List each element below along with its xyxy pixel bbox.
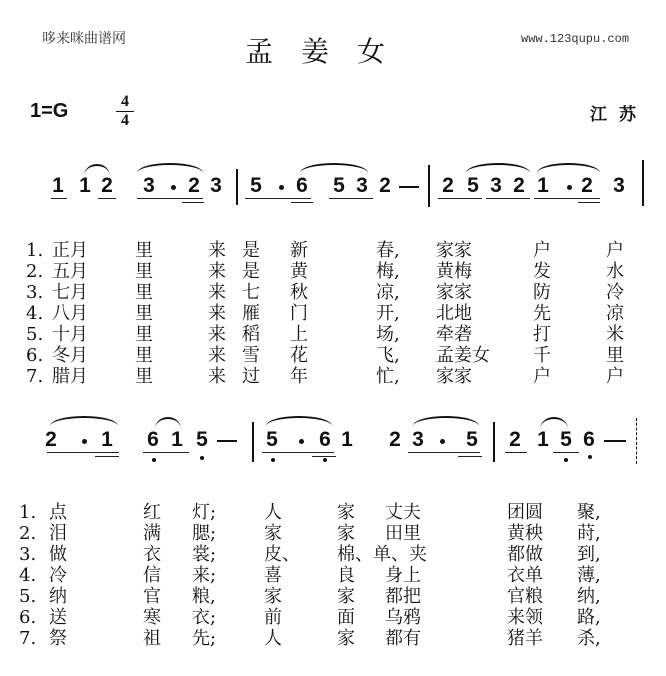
note: 6 (319, 428, 331, 451)
note: 5 (466, 428, 478, 451)
lower-octave-dot (564, 458, 568, 462)
note: 3 (143, 174, 155, 197)
note: 5 (333, 174, 345, 197)
note: 5 (560, 428, 572, 451)
time-signature (116, 94, 134, 129)
augmentation-dot (299, 439, 304, 444)
slur (540, 417, 568, 429)
underline (534, 198, 600, 199)
dashed-barline (636, 418, 637, 464)
note: 1 (341, 428, 353, 451)
augmentation-dot (279, 185, 284, 190)
note: 2 (509, 428, 521, 451)
slur (300, 163, 368, 173)
note: 2 (442, 174, 454, 197)
slur (155, 417, 181, 429)
lyric-verse-4: 4. 冷 信 来; 喜 良 身上 衣单 薄, (19, 565, 601, 586)
underline (182, 202, 204, 203)
note: 3 (356, 174, 368, 197)
note: 6 (583, 428, 595, 451)
note: 2 (379, 174, 391, 197)
sustain-dash (217, 440, 237, 442)
note: 3 (210, 174, 222, 197)
augmentation-dot (567, 185, 572, 190)
lyric-verse-3: 3. 做 衣 裳; 皮、 棉、单、夹 都做 到, (19, 544, 601, 565)
augmentation-dot (82, 439, 87, 444)
lower-octave-dot (271, 458, 275, 462)
underline (47, 452, 119, 453)
note: 6 (147, 428, 159, 451)
time-numerator: 4 (121, 93, 129, 110)
underline (578, 202, 600, 203)
lyric-verse-2: 2. 泪 满 腮; 家 家 田里 黄秧 莳, (19, 523, 601, 544)
region-label: 江苏 (590, 105, 648, 125)
lower-octave-dot (152, 458, 156, 462)
note: 2 (45, 428, 57, 451)
underline (245, 198, 311, 199)
lower-octave-dot (200, 456, 204, 460)
lyric-verse-2: 2. 五月 里 来 是 黄 梅, 黄梅 发 水 (26, 261, 624, 282)
time-denominator: 4 (121, 112, 129, 129)
underline (312, 456, 336, 457)
lyric-verse-3: 3. 七月 里 来 七 秋 凉, 家家 防 冷 (26, 282, 624, 303)
lyric-verse-1: 1. 正月 里 来 是 新 春, 家家 户 户 (26, 240, 624, 261)
underline (262, 452, 334, 453)
barline (493, 422, 495, 462)
note: 5 (266, 428, 278, 451)
site-name: 哆来咪曲谱网 (42, 31, 126, 47)
sustain-dash (399, 186, 419, 188)
slur (266, 416, 332, 426)
lyric-verse-5: 5. 十月 里 来 稻 上 场, 牵砻 打 米 (26, 324, 624, 345)
note: 2 (101, 174, 113, 197)
key-signature: 1=G (30, 100, 69, 122)
underline (458, 456, 482, 457)
lower-octave-dot (323, 458, 327, 462)
note: 2 (389, 428, 401, 451)
slur (84, 164, 110, 176)
underline (51, 198, 67, 199)
slur (137, 163, 203, 173)
note: 2 (581, 174, 593, 197)
underline (291, 202, 313, 203)
site-url: www.123qupu.com (521, 32, 630, 46)
lyric-verse-1: 1. 点 红 灯; 人 家 丈夫 团圆 聚, (19, 502, 601, 523)
song-title: 孟姜女 (245, 35, 414, 68)
lyric-verse-5: 5. 纳 官 粮, 家 家 都把 官粮 纳, (19, 586, 601, 607)
lyric-verse-7: 7. 腊月 里 来 过 年 忙, 家家 户 户 (26, 366, 624, 387)
slur (413, 416, 479, 426)
note: 1 (79, 174, 91, 197)
augmentation-dot (171, 185, 176, 190)
note: 6 (296, 174, 308, 197)
note: 1 (537, 428, 549, 451)
note: 1 (537, 174, 549, 197)
slur (50, 416, 118, 426)
note: 5 (467, 174, 479, 197)
note: 3 (412, 428, 424, 451)
underline (95, 456, 119, 457)
barline (252, 422, 254, 462)
underline (505, 452, 527, 453)
barline (428, 165, 430, 207)
underline (98, 198, 116, 199)
lyric-verse-6: 6. 冬月 里 来 雪 花 飞, 孟姜女 千 里 (26, 345, 624, 366)
note: 5 (250, 174, 262, 197)
barline (236, 169, 238, 205)
note: 3 (490, 174, 502, 197)
underline (137, 198, 203, 199)
augmentation-dot (440, 439, 445, 444)
note: 5 (196, 428, 208, 451)
slur (537, 163, 600, 173)
note: 1 (171, 428, 183, 451)
underline (143, 452, 189, 453)
note: 3 (613, 174, 625, 197)
underline (329, 198, 373, 199)
note: 1 (52, 174, 64, 197)
underline (553, 452, 579, 453)
underline (438, 198, 482, 199)
note: 2 (188, 174, 200, 197)
underline (486, 198, 530, 199)
lyric-verse-7: 7. 祭 祖 先; 人 家 都有 猪羊 杀, (19, 628, 601, 649)
underline (408, 452, 480, 453)
note: 1 (101, 428, 113, 451)
lower-octave-dot (588, 455, 592, 459)
lyric-verse-6: 6. 送 寒 衣; 前 面 乌鸦 来领 路, (19, 607, 601, 628)
sustain-dash (604, 440, 626, 442)
slur (466, 163, 530, 173)
barline (642, 160, 644, 206)
note: 2 (513, 174, 525, 197)
lyric-verse-4: 4. 八月 里 来 雁 门 开, 北地 先 凉 (26, 303, 624, 324)
